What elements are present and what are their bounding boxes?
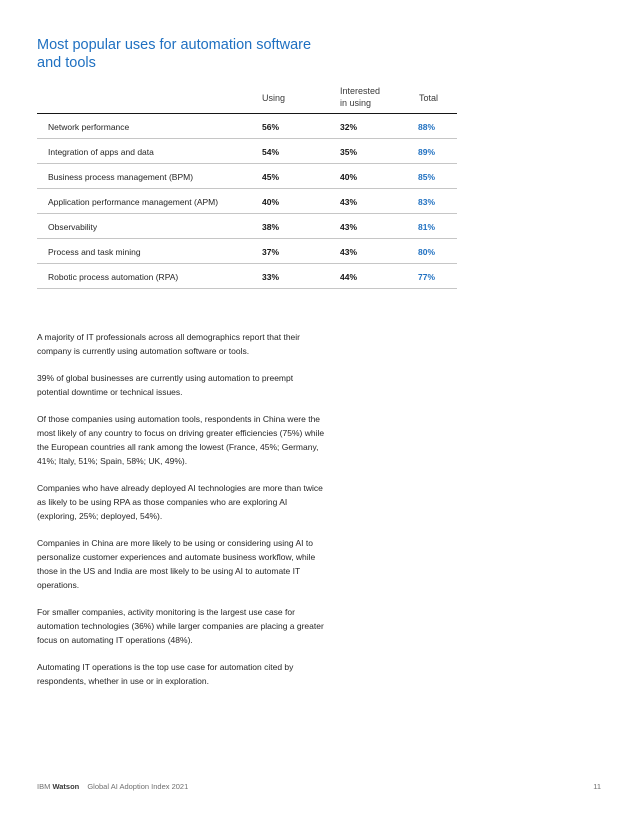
row-using: 37% <box>262 247 280 257</box>
row-total: 88% <box>418 122 436 132</box>
footer-brand-watson: Watson <box>52 782 80 791</box>
row-interested: 35% <box>340 147 358 157</box>
table-row <box>37 139 457 164</box>
row-interested: 44% <box>340 272 358 282</box>
row-using: 56% <box>262 122 280 132</box>
row-total: 83% <box>418 197 436 207</box>
header-interested-line1: Interested <box>340 86 381 96</box>
row-interested: 43% <box>340 197 358 207</box>
row-using: 33% <box>262 272 280 282</box>
row-interested: 32% <box>340 122 358 132</box>
row-label: Process and task mining <box>48 247 141 257</box>
page-title: Most popular uses for automation software and tools <box>37 37 312 71</box>
footer-doc-title: Global AI Adoption Index 2021 <box>87 782 189 791</box>
page-footer <box>37 782 601 794</box>
row-label: Integration of apps and data <box>48 147 154 157</box>
row-label: Robotic process automation (RPA) <box>48 272 179 282</box>
header-interested-line2: in using <box>340 98 372 108</box>
row-label: Application performance management (APM) <box>48 197 219 207</box>
paragraph: For smaller companies, activity monitoring is the largest use case for automation technologies (36%) while larger companies are placing a greater focus on automating IT operations (48%). <box>37 607 324 645</box>
paragraph: Automating IT operations is the top use case for automation cited by respondents, whether in use or in exploration. <box>37 662 294 686</box>
row-total: 77% <box>418 272 436 282</box>
usage-table <box>37 85 457 289</box>
table-row <box>37 264 457 289</box>
paragraph: Companies who have already deployed AI technologies are more than twice as likely to be using RPA as those companies who are exploring AI (exploring, 25%; deployed, 54%). <box>37 483 323 521</box>
row-label: Network performance <box>48 122 130 132</box>
row-label: Observability <box>48 222 98 232</box>
header-using: Using <box>262 93 286 103</box>
table-row <box>37 114 457 139</box>
row-total: 81% <box>418 222 436 232</box>
row-interested: 43% <box>340 247 358 257</box>
row-using: 40% <box>262 197 280 207</box>
table-row <box>37 214 457 239</box>
paragraph: A majority of IT professionals across all demographics report that their company is currently using automation software or tools. <box>37 332 300 356</box>
paragraph: Of those companies using automation tools, respondents in China were the most likely of any country to focus on driving greater efficiencies (75%) while the European countries all rank among the lowest (France, 45%; Germany, 41%; Italy, 51%; Spain, 58%; UK, 49%). <box>37 414 325 466</box>
row-label: Business process management (BPM) <box>48 172 194 182</box>
table-header <box>37 85 457 114</box>
header-interested <box>340 85 400 109</box>
paragraph: 39% of global businesses are currently using automation to preempt potential downtime or technical issues. <box>37 373 294 397</box>
row-total: 80% <box>418 247 436 257</box>
table-row <box>37 189 457 214</box>
table-row <box>37 164 457 189</box>
page-number: 11 <box>593 782 601 791</box>
row-using: 38% <box>262 222 280 232</box>
footer-brand-ibm: IBM <box>37 782 51 791</box>
row-total: 85% <box>418 172 436 182</box>
table-row <box>37 239 457 264</box>
row-interested: 43% <box>340 222 358 232</box>
paragraph: Companies in China are more likely to be using or considering using AI to personalize customer experiences and automate business workflow, while those in the US and India are most likely to be using AI to automate IT operations. <box>37 538 316 590</box>
body-text <box>37 330 327 701</box>
row-using: 45% <box>262 172 280 182</box>
row-total: 89% <box>418 147 436 157</box>
row-using: 54% <box>262 147 280 157</box>
row-interested: 40% <box>340 172 358 182</box>
header-total: Total <box>419 93 439 103</box>
footer-brand <box>37 782 81 791</box>
